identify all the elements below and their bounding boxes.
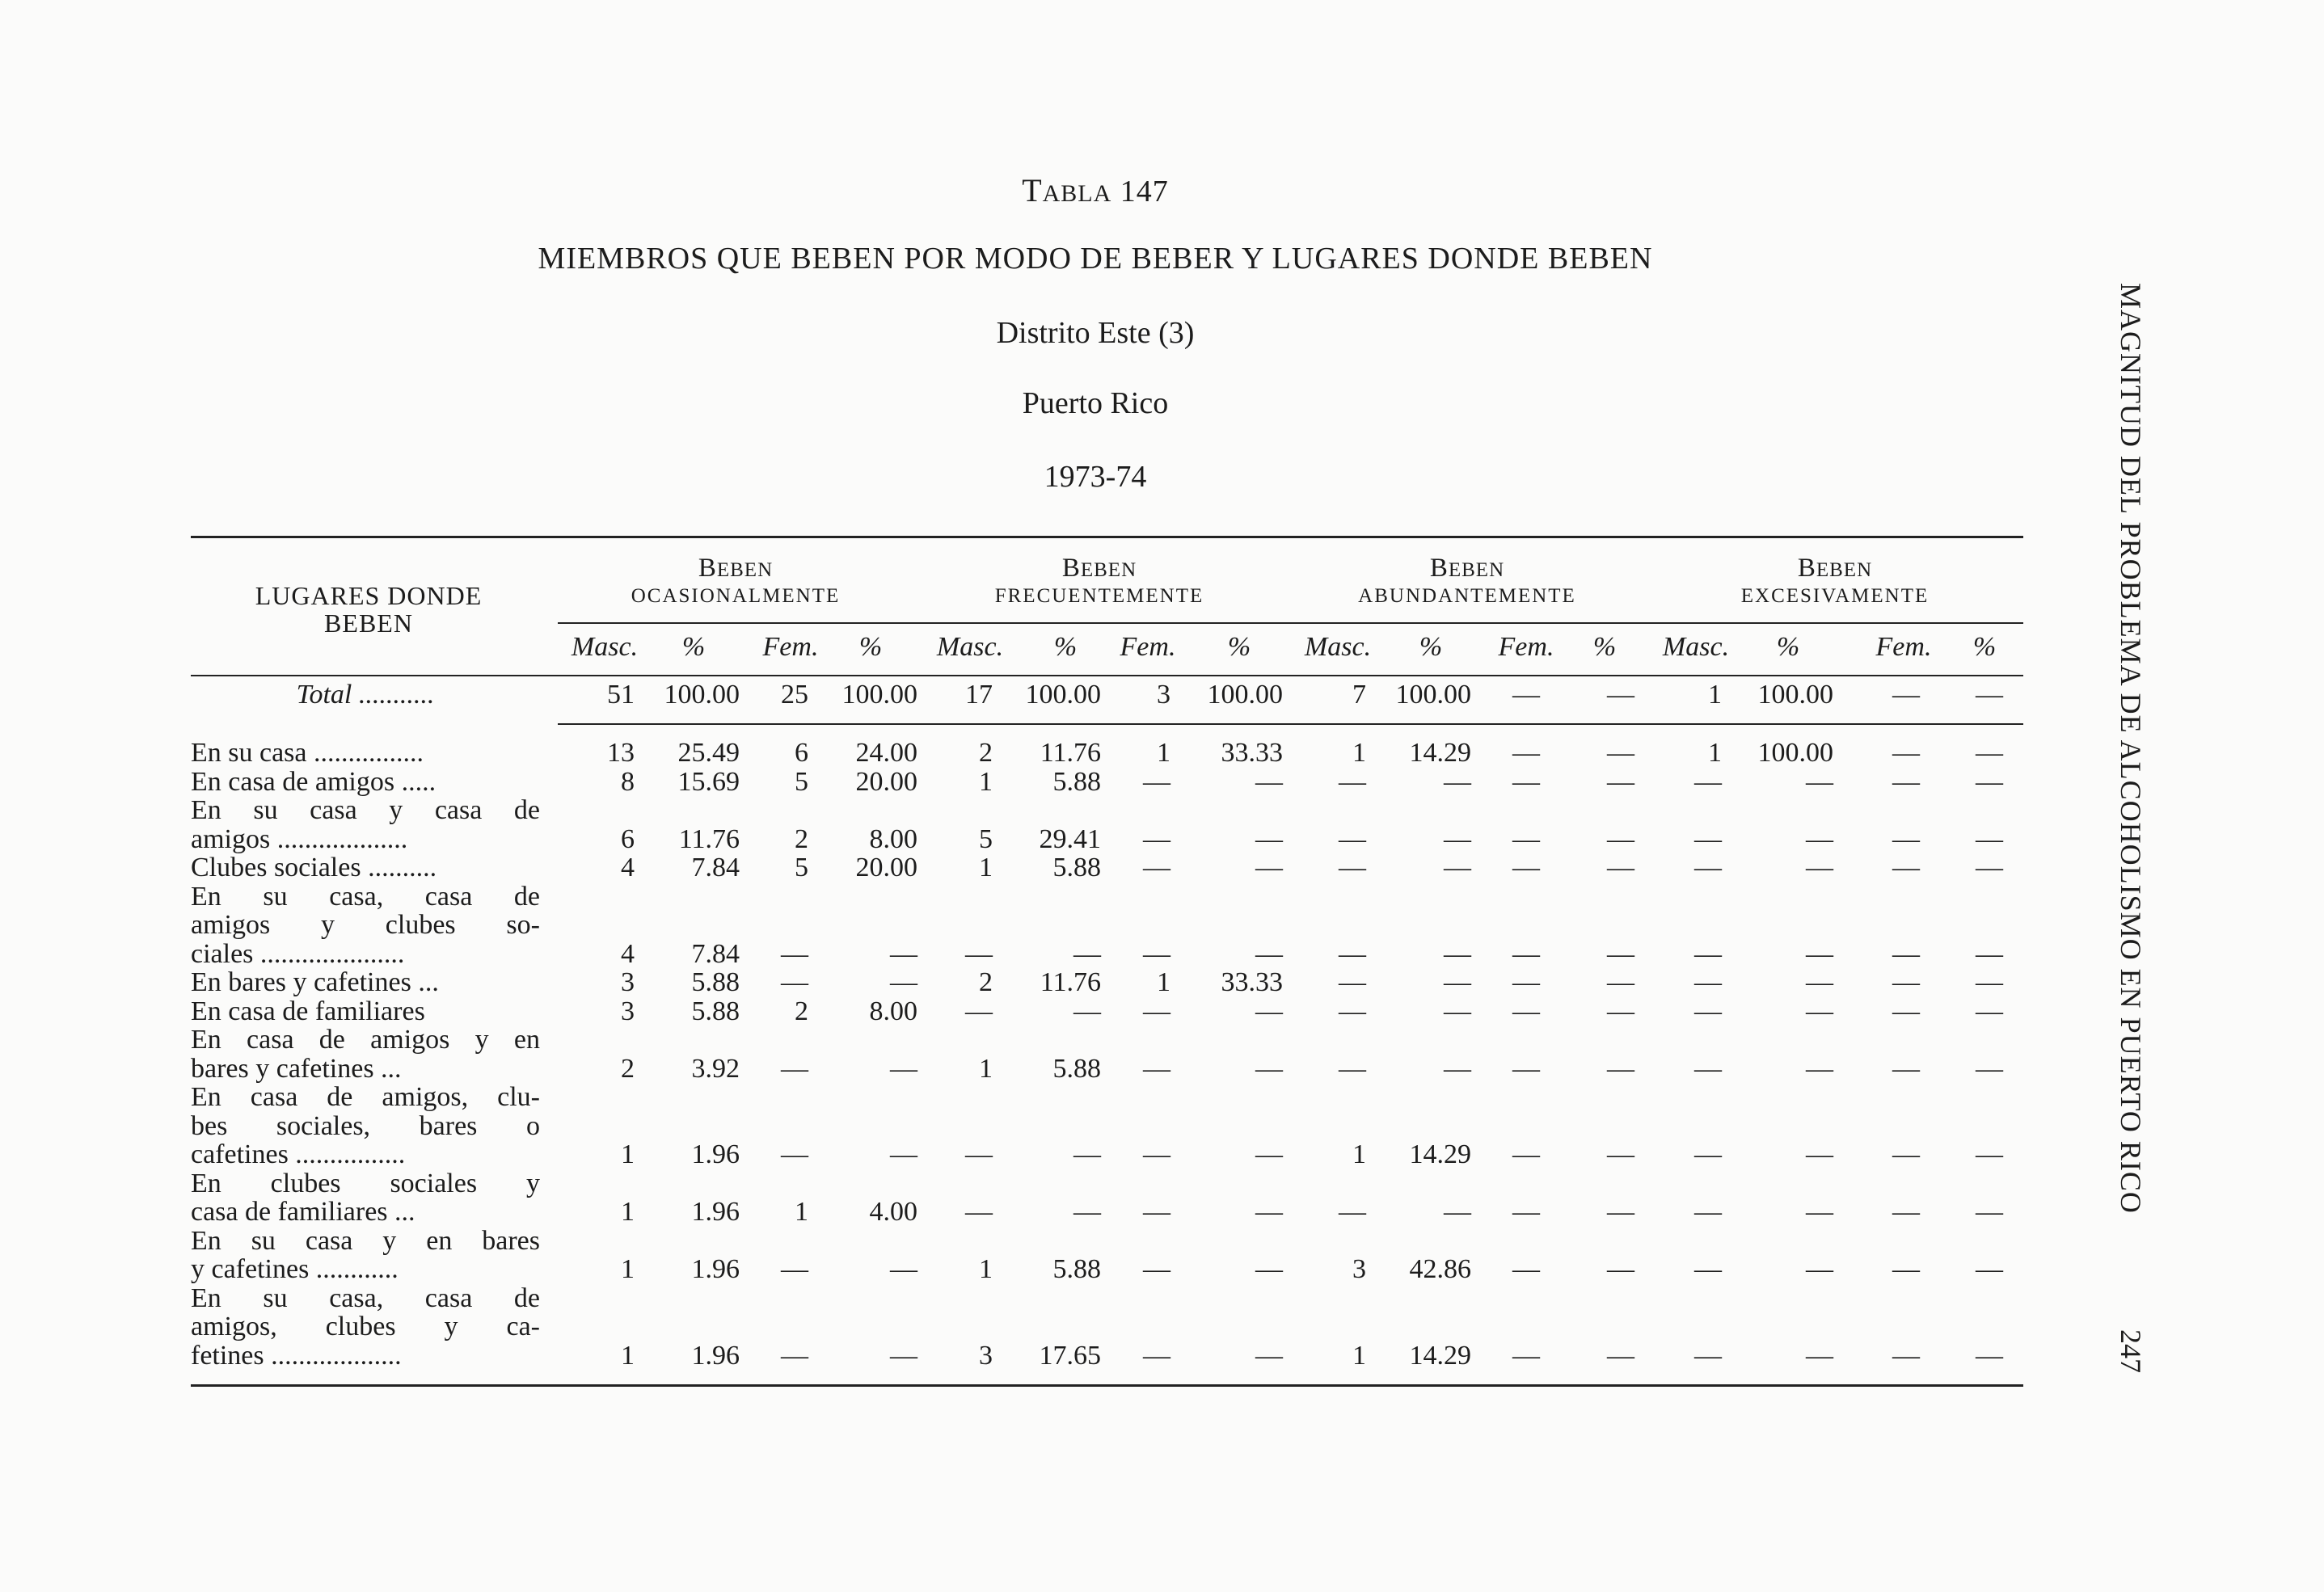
total-cell: 1	[1708, 680, 1722, 710]
data-cell: —	[1806, 1254, 1833, 1284]
row-label	[191, 853, 540, 882]
row-label	[191, 997, 540, 1026]
data-cell: —	[1976, 967, 2003, 997]
header-group-ocasionalmente: BEBEN OCASIONALMENTE	[631, 554, 841, 607]
row-label-line: cafetines ................	[191, 1140, 406, 1169]
data-cell: —	[1444, 823, 1471, 854]
data-cell: —	[1255, 1139, 1283, 1169]
data-cell: 6	[621, 823, 635, 854]
column-subheader: Fem.	[762, 632, 819, 662]
data-cell: —	[1892, 938, 1920, 969]
data-cell: —	[1806, 967, 1833, 997]
data-cell: 2	[795, 823, 808, 854]
data-cell: 11.76	[1040, 738, 1101, 768]
data-cell: —	[1806, 1053, 1833, 1084]
total-cell: 17	[965, 680, 993, 710]
row-label	[191, 1169, 540, 1227]
top-rule	[191, 536, 2023, 538]
data-cell: —	[781, 1254, 808, 1284]
data-cell: —	[1892, 766, 1920, 797]
data-cell: —	[1339, 1197, 1366, 1227]
data-cell: —	[1694, 938, 1722, 969]
column-subheader: Masc.	[936, 632, 1004, 662]
data-cell: 1	[1352, 1340, 1366, 1371]
data-cell: —	[1892, 1340, 1920, 1371]
data-cell: —	[1694, 1340, 1722, 1371]
total-cell: 7	[1352, 680, 1366, 710]
data-cell: —	[1512, 996, 1540, 1026]
data-cell: —	[1607, 823, 1634, 854]
data-cell: 5.88	[1052, 1053, 1101, 1084]
data-cell: —	[1143, 1254, 1170, 1284]
data-cell: 14.29	[1409, 1139, 1471, 1169]
data-cell: 6	[795, 738, 808, 768]
data-cell: —	[1143, 853, 1170, 882]
row-label	[191, 1026, 540, 1083]
total-cell: 3	[1157, 680, 1170, 710]
data-cell: 5.88	[1052, 1254, 1101, 1284]
column-subheader: Masc.	[571, 632, 639, 662]
row-label-line: amigos ...................	[191, 824, 408, 853]
data-cell: —	[1976, 853, 2003, 882]
data-cell: —	[890, 938, 917, 969]
data-cell: —	[1255, 766, 1283, 797]
data-cell: 2	[979, 967, 993, 997]
data-cell: —	[1512, 823, 1540, 854]
row-label-line: casa de familiares ...	[191, 1198, 415, 1227]
total-cell: —	[1976, 680, 2003, 710]
data-cell: —	[1255, 853, 1283, 882]
total-bottom-rule	[558, 723, 2023, 725]
data-cell: 15.69	[677, 766, 740, 797]
data-cell: —	[781, 1053, 808, 1084]
column-subheader: Fem.	[1498, 632, 1554, 662]
data-cell: —	[1255, 823, 1283, 854]
data-cell: —	[1607, 996, 1634, 1026]
column-subheader: %	[1053, 632, 1078, 662]
header-group-abundantemente: BEBEN ABUNDANTEMENTE	[1358, 554, 1576, 607]
data-cell: —	[1143, 1053, 1170, 1084]
data-cell: —	[1892, 1197, 1920, 1227]
data-cell: —	[1892, 967, 1920, 997]
data-cell: 1	[979, 1254, 993, 1284]
bottom-rule	[191, 1384, 2023, 1387]
data-cell: —	[1339, 938, 1366, 969]
total-cell: —	[1892, 680, 1920, 710]
data-cell: 1.96	[691, 1340, 740, 1371]
data-cell: —	[890, 1053, 917, 1084]
data-cell: —	[965, 996, 993, 1026]
data-cell: —	[1976, 766, 2003, 797]
data-cell: 1	[979, 853, 993, 882]
table-label: TABLA 147	[1022, 172, 1169, 208]
data-cell: —	[1694, 1139, 1722, 1169]
data-cell: —	[1976, 1139, 2003, 1169]
column-subheader: %	[1419, 632, 1443, 662]
data-cell: —	[1073, 996, 1101, 1026]
column-subheader: Fem.	[1875, 632, 1932, 662]
row-label-line: ciales .....................	[191, 939, 405, 968]
data-cell: —	[1339, 1053, 1366, 1084]
row-label-line: En su casa ................	[191, 739, 424, 768]
column-subheader: %	[1227, 632, 1251, 662]
data-cell: 14.29	[1409, 738, 1471, 768]
total-cell: 51	[607, 680, 635, 710]
data-cell: 17.65	[1039, 1340, 1101, 1371]
data-cell: —	[1976, 738, 2003, 768]
total-cell: 100.00	[841, 680, 917, 710]
data-cell: —	[1892, 1139, 1920, 1169]
data-cell: —	[1512, 738, 1540, 768]
data-cell: 1	[621, 1340, 635, 1371]
data-cell: 1	[795, 1197, 808, 1227]
data-cell: —	[1255, 938, 1283, 969]
data-cell: 20.00	[855, 853, 917, 882]
data-cell: 8	[621, 766, 635, 797]
total-cell: 100.00	[1025, 680, 1101, 710]
data-cell: 1	[621, 1139, 635, 1169]
data-cell: —	[890, 1340, 917, 1371]
row-label	[191, 1227, 540, 1284]
data-cell: —	[1607, 1340, 1634, 1371]
data-cell: —	[1806, 1139, 1833, 1169]
column-subheader: %	[681, 632, 706, 662]
header-group-excesivamente: BEBEN EXCESIVAMENTE	[1740, 554, 1930, 607]
total-cell: 100.00	[664, 680, 740, 710]
data-cell: —	[1607, 766, 1634, 797]
row-label-line: bares y cafetines ...	[191, 1054, 402, 1083]
data-cell: —	[1444, 996, 1471, 1026]
data-cell: 1.96	[691, 1254, 740, 1284]
data-cell: 5.88	[1052, 853, 1101, 882]
data-cell: —	[1444, 967, 1471, 997]
data-cell: 4	[621, 938, 635, 969]
row-label-line: En bares y cafetines ...	[191, 968, 439, 997]
data-cell: 25.49	[677, 738, 740, 768]
running-header: MAGNITUD DEL PROBLEMA DE ALCOHOLISMO EN PUERTO RICO	[2115, 283, 2147, 1214]
data-cell: —	[1444, 1197, 1471, 1227]
data-cell: —	[1339, 853, 1366, 882]
column-subheader: %	[1972, 632, 1997, 662]
data-cell: —	[1143, 823, 1170, 854]
data-cell: 5	[979, 823, 993, 854]
data-cell: 20.00	[855, 766, 917, 797]
data-cell: —	[1444, 766, 1471, 797]
data-cell: —	[890, 1139, 917, 1169]
data-cell: —	[1976, 996, 2003, 1026]
data-cell: —	[1806, 1340, 1833, 1371]
data-cell: —	[1694, 967, 1722, 997]
header-bottom-rule	[191, 675, 2023, 676]
data-cell: —	[1607, 938, 1634, 969]
data-cell: —	[1694, 823, 1722, 854]
data-cell: 14.29	[1409, 1340, 1471, 1371]
data-cell: 1	[1352, 1139, 1366, 1169]
header-divider-rule	[558, 622, 2023, 624]
data-cell: —	[781, 1139, 808, 1169]
data-cell: —	[1806, 1197, 1833, 1227]
row-label-line: En casa de familiares	[191, 996, 425, 1026]
data-cell: 13	[607, 738, 635, 768]
data-cell: —	[1892, 738, 1920, 768]
row-label-line: En clubes sociales y	[191, 1169, 540, 1198]
row-label-line: En su casa y casa de	[191, 796, 540, 825]
data-cell: 100.00	[1757, 738, 1833, 768]
total-cell: 100.00	[1757, 680, 1833, 710]
data-cell: —	[1512, 853, 1540, 882]
data-cell: —	[1892, 853, 1920, 882]
data-cell: 11.76	[678, 823, 740, 854]
row-label-line: En su casa y en bares	[191, 1226, 540, 1255]
data-cell: —	[1339, 996, 1366, 1026]
row-label-line: amigos, clubes y ca-	[191, 1312, 540, 1341]
data-cell: 7.84	[691, 853, 740, 882]
data-cell: —	[1444, 853, 1471, 882]
data-cell: —	[1892, 823, 1920, 854]
data-cell: 8.00	[869, 823, 917, 854]
row-label-line: fetines ...................	[191, 1341, 402, 1370]
data-cell: 33.33	[1221, 967, 1283, 997]
data-cell: —	[1512, 1254, 1540, 1284]
data-cell: —	[1892, 1053, 1920, 1084]
country-subtitle: Puerto Rico	[1022, 386, 1169, 420]
data-cell: —	[1073, 1197, 1101, 1227]
data-cell: —	[890, 967, 917, 997]
data-cell: 5.88	[691, 996, 740, 1026]
data-cell: 42.86	[1409, 1254, 1471, 1284]
row-label-line: En casa de amigos, clu-	[191, 1083, 540, 1112]
data-cell: —	[1512, 1340, 1540, 1371]
table-title: MIEMBROS QUE BEBEN POR MODO DE BEBER Y LUGARES DONDE BEBEN	[538, 242, 1653, 276]
row-label-line: amigos y clubes so-	[191, 911, 540, 940]
total-label: Total ...........	[296, 680, 435, 710]
data-cell: —	[1512, 967, 1540, 997]
column-subheader: Fem.	[1120, 632, 1176, 662]
data-cell: 5.88	[691, 967, 740, 997]
data-cell: 1	[1708, 738, 1722, 768]
data-cell: —	[1694, 1254, 1722, 1284]
data-cell: 1	[1157, 967, 1170, 997]
data-cell: 24.00	[855, 738, 917, 768]
data-cell: 11.76	[1040, 967, 1101, 997]
data-cell: —	[1255, 996, 1283, 1026]
district-subtitle: Distrito Este (3)	[996, 316, 1195, 350]
data-cell: —	[1143, 938, 1170, 969]
data-cell: —	[1806, 823, 1833, 854]
total-cell: —	[1512, 680, 1540, 710]
data-cell: 2	[979, 738, 993, 768]
data-cell: —	[1976, 1254, 2003, 1284]
data-cell: —	[1339, 823, 1366, 854]
data-cell: 1	[621, 1254, 635, 1284]
data-cell: —	[1143, 996, 1170, 1026]
data-cell: 5	[795, 766, 808, 797]
data-cell: —	[1255, 1197, 1283, 1227]
data-cell: —	[1073, 1139, 1101, 1169]
header-group-frecuentemente: BEBEN FRECUENTEMENTE	[994, 554, 1204, 607]
data-cell: 1	[979, 766, 993, 797]
data-cell: —	[781, 1340, 808, 1371]
data-cell: —	[1607, 1139, 1634, 1169]
data-cell: —	[1694, 766, 1722, 797]
data-cell: —	[1892, 996, 1920, 1026]
data-cell: —	[1444, 1053, 1471, 1084]
total-cell: 25	[781, 680, 808, 710]
data-cell: —	[1976, 1053, 2003, 1084]
column-subheader: %	[1592, 632, 1617, 662]
data-cell: 2	[621, 1053, 635, 1084]
data-cell: 1.96	[691, 1139, 740, 1169]
stub-header: LUGARES DONDE BEBEN	[255, 581, 483, 638]
data-cell: 1	[1352, 738, 1366, 768]
data-cell: 3	[621, 967, 635, 997]
column-subheader: %	[1776, 632, 1800, 662]
data-cell: —	[1512, 938, 1540, 969]
data-cell: 8.00	[869, 996, 917, 1026]
data-cell: —	[1694, 853, 1722, 882]
row-label-line: En casa de amigos .....	[191, 767, 437, 796]
data-cell: —	[1143, 1139, 1170, 1169]
data-cell: —	[1512, 766, 1540, 797]
data-cell: —	[1892, 1254, 1920, 1284]
data-cell: 3	[1352, 1254, 1366, 1284]
data-cell: —	[1976, 823, 2003, 854]
column-subheader: Masc.	[1304, 632, 1372, 662]
column-subheader: Masc.	[1662, 632, 1730, 662]
data-cell: 5	[795, 853, 808, 882]
data-cell: —	[1607, 1197, 1634, 1227]
data-cell: —	[1143, 1340, 1170, 1371]
data-cell: 1.96	[691, 1197, 740, 1227]
data-cell: 1	[979, 1053, 993, 1084]
data-cell: —	[1143, 766, 1170, 797]
data-cell: —	[1806, 996, 1833, 1026]
total-cell: 100.00	[1207, 680, 1283, 710]
data-cell: —	[1976, 938, 2003, 969]
data-cell: —	[1694, 1053, 1722, 1084]
data-cell: —	[1339, 967, 1366, 997]
row-label	[191, 882, 540, 969]
data-cell: 1	[1157, 738, 1170, 768]
row-label	[191, 968, 540, 997]
page-number: 247	[2115, 1329, 2147, 1373]
data-cell: —	[1607, 738, 1634, 768]
data-cell: 29.41	[1039, 823, 1101, 854]
row-label-line: y cafetines ............	[191, 1255, 399, 1284]
data-cell: —	[1694, 996, 1722, 1026]
data-cell: —	[1255, 1254, 1283, 1284]
data-cell: —	[1339, 766, 1366, 797]
data-cell: —	[1512, 1197, 1540, 1227]
data-cell: 3	[979, 1340, 993, 1371]
data-cell: —	[965, 1197, 993, 1227]
data-cell: —	[781, 967, 808, 997]
data-cell: —	[1806, 853, 1833, 882]
data-cell: 2	[795, 996, 808, 1026]
data-cell: —	[1255, 1340, 1283, 1371]
data-cell: —	[1607, 967, 1634, 997]
data-cell: —	[1607, 1053, 1634, 1084]
data-cell: —	[1444, 938, 1471, 969]
data-cell: 4	[621, 853, 635, 882]
row-label-line: En su casa, casa de	[191, 882, 540, 911]
data-cell: —	[1512, 1139, 1540, 1169]
row-label	[191, 739, 540, 768]
data-cell: —	[1512, 1053, 1540, 1084]
data-cell: —	[1806, 766, 1833, 797]
data-cell: —	[1694, 1197, 1722, 1227]
years-subtitle: 1973-74	[1044, 460, 1147, 494]
row-label	[191, 796, 540, 853]
data-cell: —	[1607, 1254, 1634, 1284]
data-cell: —	[1143, 1197, 1170, 1227]
row-label-line: bes sociales, bares o	[191, 1111, 540, 1140]
data-cell: —	[965, 1139, 993, 1169]
data-cell: 5.88	[1052, 766, 1101, 797]
data-cell: 3	[621, 996, 635, 1026]
row-label	[191, 1083, 540, 1169]
data-cell: —	[1806, 938, 1833, 969]
data-cell: —	[1607, 853, 1634, 882]
data-cell: 3.92	[691, 1053, 740, 1084]
total-cell: —	[1607, 680, 1634, 710]
data-cell: —	[781, 938, 808, 969]
data-cell: —	[1976, 1340, 2003, 1371]
data-cell: 33.33	[1221, 738, 1283, 768]
data-cell: 1	[621, 1197, 635, 1227]
data-cell: —	[965, 938, 993, 969]
data-cell: 4.00	[869, 1197, 917, 1227]
data-cell: 7.84	[691, 938, 740, 969]
data-cell: —	[1976, 1197, 2003, 1227]
data-cell: —	[890, 1254, 917, 1284]
data-cell: —	[1073, 938, 1101, 969]
total-cell: 100.00	[1395, 680, 1471, 710]
column-subheader: %	[858, 632, 883, 662]
row-label	[191, 768, 540, 797]
data-cell: —	[1255, 1053, 1283, 1084]
row-label-line: Clubes sociales ..........	[191, 853, 437, 882]
row-label	[191, 1284, 540, 1371]
row-label-line: En su casa, casa de	[191, 1283, 540, 1312]
row-label-line: En casa de amigos y en	[191, 1026, 540, 1055]
